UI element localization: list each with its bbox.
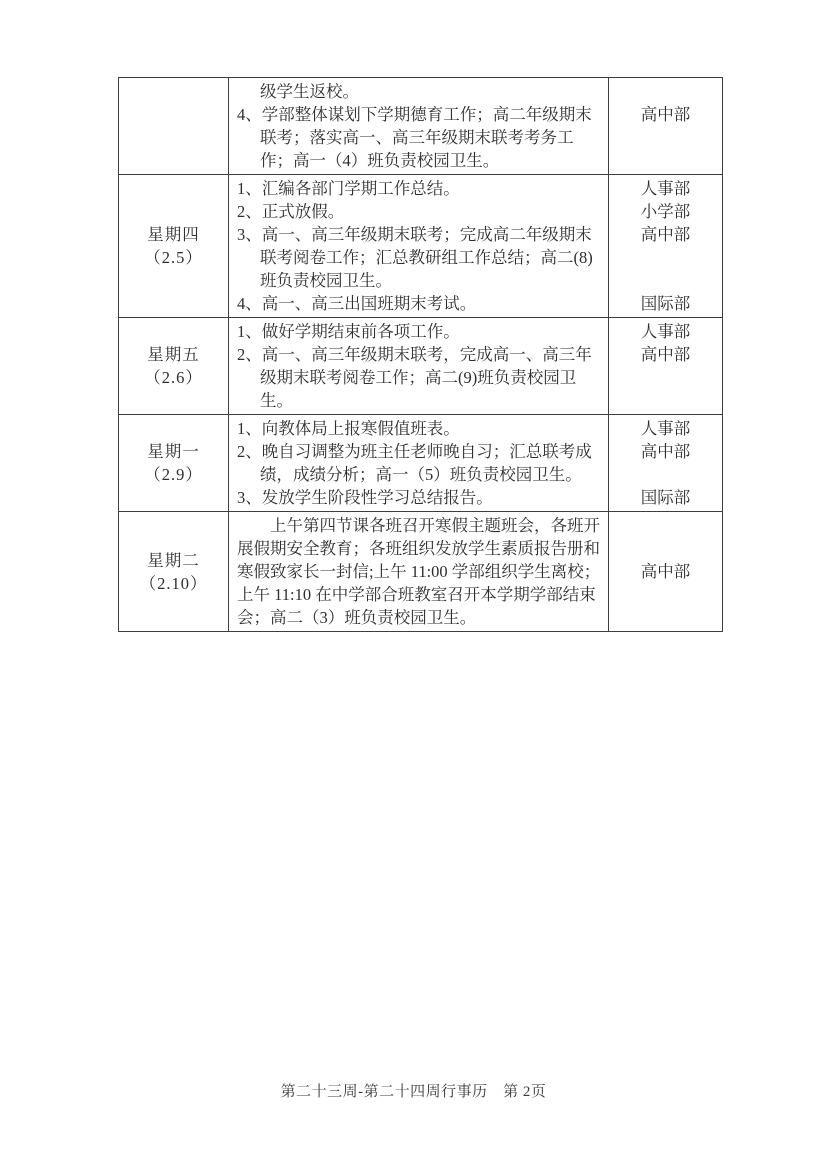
department-label: 国际部	[640, 294, 691, 313]
date-label: （2.6）	[144, 368, 203, 387]
page-footer: 第二十三周-第二十四周行事历 第 2页	[280, 1084, 547, 1100]
day-label: 星期四	[147, 225, 200, 244]
day-label: 星期二	[147, 550, 200, 570]
day-cell	[119, 78, 229, 174]
dept-cell	[608, 318, 722, 414]
schedule-entry: 2、正式放假。	[237, 202, 345, 221]
day-cell	[119, 512, 229, 631]
date-label: （2.9）	[144, 465, 203, 484]
dept-cell	[608, 175, 722, 317]
schedule-entry: 3、高一、高三年级期末联考；完成高二年级期末联考阅卷工作；汇总教研组工作总结；高二(8)班负责校园卫生。	[237, 225, 593, 290]
department-label: 高中部	[640, 225, 691, 244]
dept-cell	[608, 78, 722, 174]
schedule-entry: 4、高一、高三出国班期末考试。	[237, 294, 477, 313]
day-cell	[119, 318, 229, 414]
table-row	[119, 415, 722, 512]
content-cell	[229, 318, 608, 414]
department-label: 人事部	[640, 322, 691, 341]
schedule-entry: 4、学部整体谋划下学期德育工作；高二年级期末联考；落实高一、高三年级期末联考考务工作；高一（4）班负责校园卫生。	[237, 105, 592, 170]
department-label: 高中部	[640, 105, 691, 124]
day-label: 星期一	[147, 442, 200, 461]
day-label: 星期五	[147, 345, 200, 364]
schedule-entry: 3、发放学生阶段性学习总结报告。	[237, 488, 493, 507]
schedule-entry: 级学生返校。	[260, 82, 359, 101]
schedule-entry: 1、做好学期结束前各项工作。	[237, 322, 460, 341]
department-label: 国际部	[640, 488, 691, 507]
dept-cell	[608, 415, 722, 511]
day-cell	[119, 415, 229, 511]
department-label: 高中部	[640, 562, 691, 581]
table-row	[119, 78, 722, 175]
table-row	[119, 318, 722, 415]
schedule-entry: 1、汇编各部门学期工作总结。	[237, 179, 460, 198]
schedule-entry: 2、高一、高三年级期末联考，完成高一、高三年级期末联考阅卷工作；高二(9)班负责校园卫生。	[237, 345, 592, 410]
department-label: 人事部	[640, 179, 691, 198]
dept-cell	[608, 512, 722, 631]
department-label: 高中部	[640, 442, 691, 461]
schedule-entry: 1、向教体局上报寒假值班表。	[237, 419, 460, 438]
date-label: （2.10）	[139, 573, 208, 593]
content-cell	[229, 78, 608, 174]
date-label: （2.5）	[144, 248, 203, 267]
table-row	[119, 512, 722, 632]
table-row	[119, 175, 722, 318]
schedule-entry: 上午第四节课各班召开寒假主题班会，各班开展假期安全教育；各班组织发放学生素质报告册和寒假致家长一封信;上午 11:00 学部组织学生离校；上午 11:10 在中学部合班教室召开本学期学部结束会；高二（3）班负责校园卫生。	[237, 516, 601, 627]
schedule-table	[118, 77, 723, 632]
content-cell	[229, 512, 608, 631]
day-cell	[119, 175, 229, 317]
schedule-entry: 2、晚自习调整为班主任老师晚自习；汇总联考成绩，成绩分析；高一（5）班负责校园卫生。	[237, 442, 592, 484]
content-cell	[229, 175, 608, 317]
content-cell	[229, 415, 608, 511]
department-label: 小学部	[640, 202, 691, 221]
department-label: 高中部	[640, 345, 691, 364]
department-label: 人事部	[640, 419, 691, 438]
